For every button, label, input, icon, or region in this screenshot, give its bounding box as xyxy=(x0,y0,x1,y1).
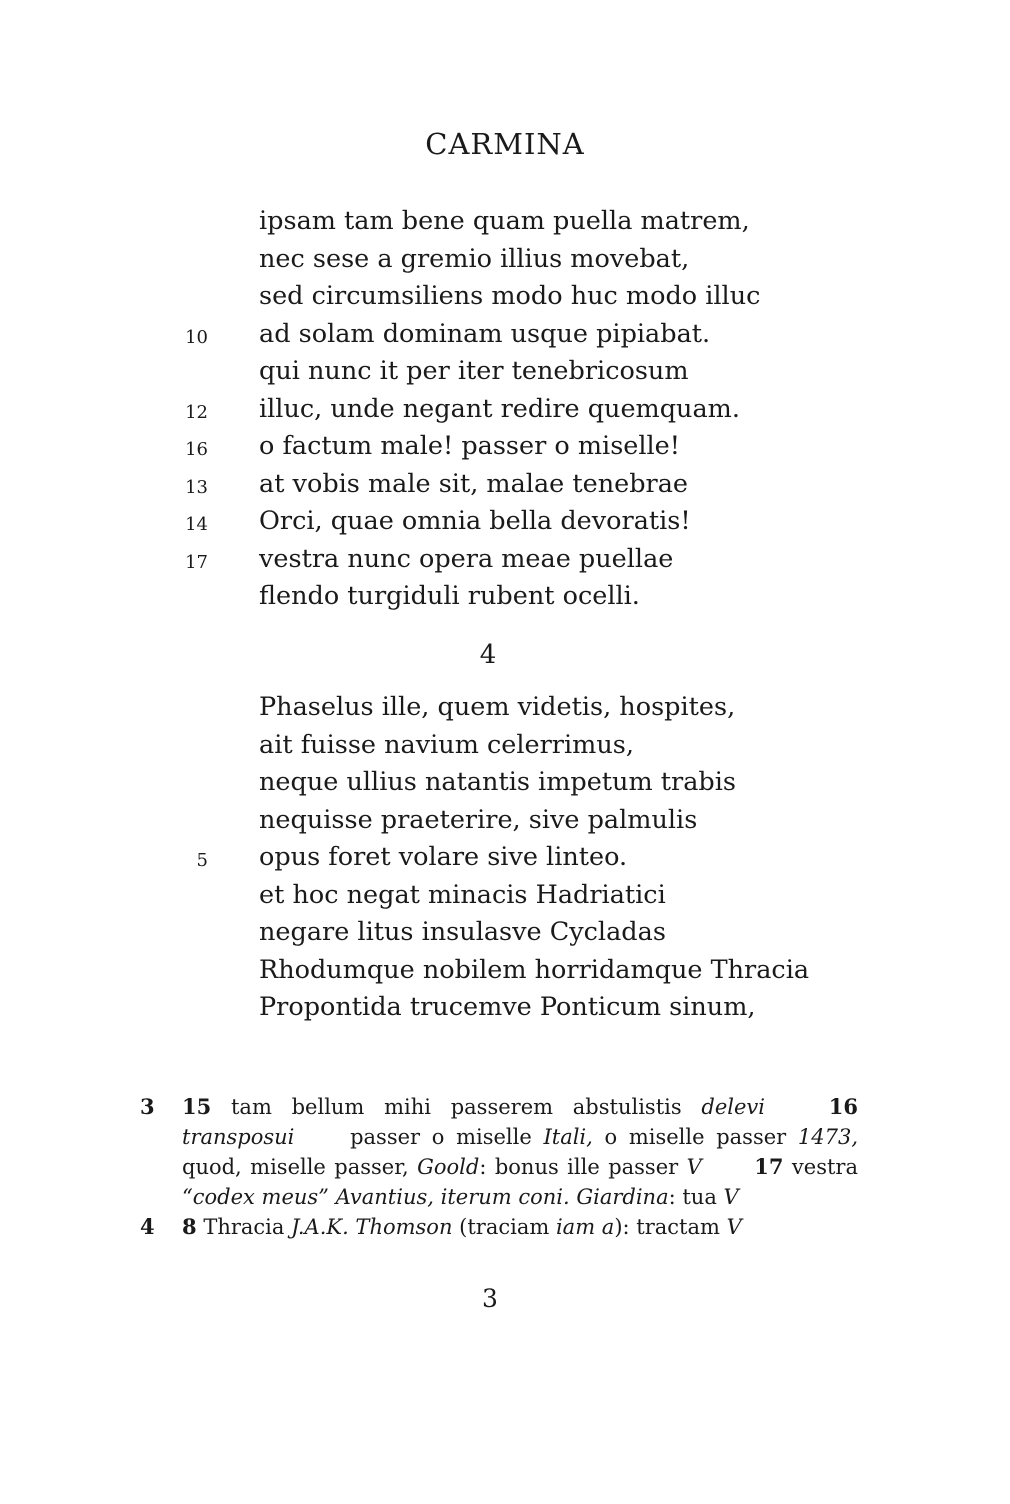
apparatus-line-ref: 8 xyxy=(182,1214,197,1239)
verse-text: Rhodumque nobilem horridamque Thracia xyxy=(259,954,810,985)
line-number: 16 xyxy=(185,439,208,460)
apparatus-reading: o miselle passer xyxy=(604,1125,787,1149)
apparatus-source: 1473, xyxy=(797,1125,858,1149)
apparatus-entry-4 xyxy=(140,1212,858,1242)
verse-text: negare litus insulasve Cycladas xyxy=(259,917,666,947)
line-number: 5 xyxy=(196,850,208,871)
apparatus-editor: J.A.K. Thomson xyxy=(291,1215,453,1239)
verse-line xyxy=(0,839,1010,877)
apparatus-reading: Thracia xyxy=(203,1215,285,1239)
verse-text: qui nunc it per iter tenebricosum xyxy=(259,356,689,386)
verse-text: ad solam dominam usque pipiabat. xyxy=(259,318,711,349)
page-number: 3 xyxy=(482,1284,498,1313)
verse-text: ipsam tam bene quam puella matrem, xyxy=(259,206,750,236)
verse-text: sed circumsiliens modo huc modo illuc xyxy=(259,281,761,311)
apparatus-text xyxy=(182,1212,858,1242)
verse-text: et hoc negat minacis Hadriatici xyxy=(259,879,666,910)
verse-line xyxy=(0,578,1010,616)
verse-line xyxy=(0,952,1010,990)
verse-text: Propontida trucemve Ponticum sinum, xyxy=(259,992,756,1022)
verse-text: opus foret volare sive linteo. xyxy=(259,842,628,872)
verse-line xyxy=(0,689,1010,727)
verse-line xyxy=(0,428,1010,466)
critical-apparatus xyxy=(140,1092,858,1242)
poem-4 xyxy=(0,689,1010,1027)
apparatus-editor: transposui xyxy=(182,1125,295,1149)
line-number: 17 xyxy=(185,551,208,573)
verse-line xyxy=(0,727,1010,765)
apparatus-line-ref: 15 xyxy=(182,1094,212,1119)
line-number: 10 xyxy=(185,326,208,348)
running-head: CARMINA xyxy=(425,127,585,161)
apparatus-reading: (traciam xyxy=(459,1215,550,1239)
verse-text: illuc, unde negant redire quemquam. xyxy=(259,393,740,424)
apparatus-source: V xyxy=(686,1155,702,1179)
apparatus-source: V xyxy=(726,1215,742,1239)
verse-line xyxy=(0,541,1010,579)
apparatus-source: iam a xyxy=(555,1215,615,1239)
apparatus-reading: ): tractam xyxy=(614,1215,720,1239)
verse-line xyxy=(0,241,1010,279)
verse-line xyxy=(0,877,1010,915)
apparatus-source: V xyxy=(723,1185,739,1209)
verse-line xyxy=(0,764,1010,802)
poem-3-continued xyxy=(0,203,1010,616)
apparatus-source: Itali, xyxy=(543,1125,593,1149)
apparatus-reading: tam bellum mihi passerem abstulistis xyxy=(230,1095,682,1119)
apparatus-entry-3 xyxy=(140,1092,858,1212)
verse-text: neque ullius natantis impetum trabis xyxy=(259,767,736,797)
verse-text: nec sese a gremio illius movebat, xyxy=(259,243,690,274)
line-number: 14 xyxy=(185,514,208,535)
line-number: 13 xyxy=(185,476,208,498)
verse-text: flendo turgiduli rubent ocelli. xyxy=(259,581,640,611)
apparatus-editor: Goold xyxy=(417,1155,480,1179)
verse-text: vestra nunc opera meae puellae xyxy=(259,543,674,574)
verse-line xyxy=(0,466,1010,504)
poem-heading: 4 xyxy=(479,640,497,670)
verse-line xyxy=(0,316,1010,354)
apparatus-reading: : tua xyxy=(668,1185,717,1209)
verse-line xyxy=(0,391,1010,429)
verse-text: ait fuisse navium celerrimus, xyxy=(259,729,634,760)
apparatus-editor: “codex meus” Avantius, iterum coni. Giardina xyxy=(182,1185,669,1209)
apparatus-text xyxy=(182,1092,858,1212)
verse-line xyxy=(0,503,1010,541)
line-number: 12 xyxy=(185,401,208,423)
apparatus-reading: passer o miselle xyxy=(350,1125,532,1149)
apparatus-poem-number: 3 xyxy=(140,1094,155,1119)
apparatus-line-ref: 17 xyxy=(754,1154,784,1179)
verse-line xyxy=(0,278,1010,316)
apparatus-poem-number: 4 xyxy=(140,1214,155,1239)
verse-line xyxy=(0,989,1010,1027)
apparatus-reading: vestra xyxy=(791,1155,858,1179)
verse-line xyxy=(0,802,1010,840)
verse-text: o factum male! passer o miselle! xyxy=(259,431,681,461)
verse-line xyxy=(0,914,1010,952)
apparatus-line-ref: 16 xyxy=(828,1094,858,1119)
apparatus-reading: : bonus ille passer xyxy=(479,1155,679,1179)
apparatus-reading: quod, miselle passer, xyxy=(182,1155,409,1179)
verse-text: Orci, quae omnia bella devoratis! xyxy=(259,506,691,536)
verse-text: Phaselus ille, quem videtis, hospites, xyxy=(259,692,736,722)
verse-line xyxy=(0,203,1010,241)
verse-text: nequisse praeterire, sive palmulis xyxy=(259,804,698,835)
verse-text: at vobis male sit, malae tenebrae xyxy=(259,468,689,499)
verse-line xyxy=(0,353,1010,391)
apparatus-editor: delevi xyxy=(701,1095,765,1119)
